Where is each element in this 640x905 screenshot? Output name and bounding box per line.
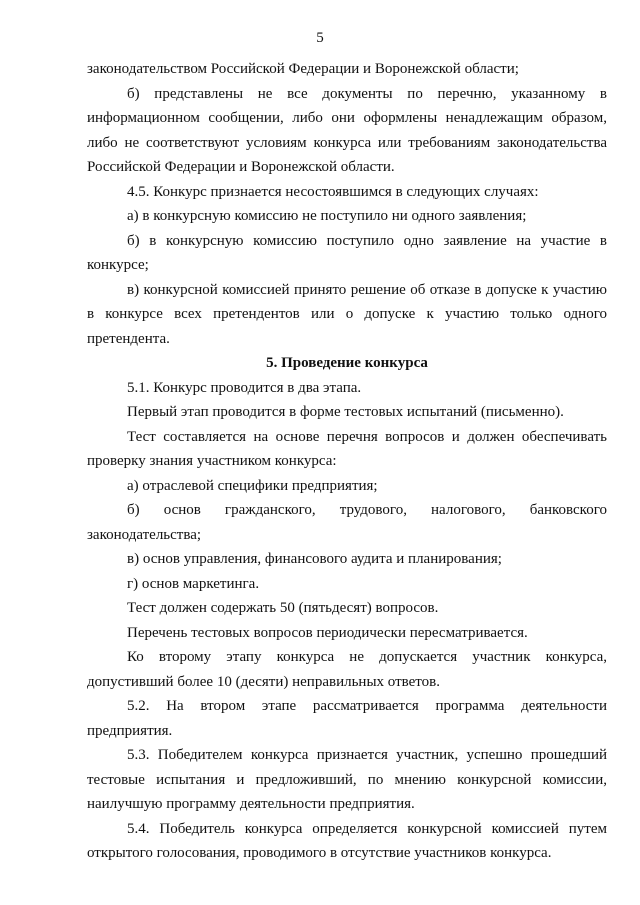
paragraph: 5.1. Конкурс проводится в два этапа. bbox=[127, 379, 362, 396]
paragraph: а) в конкурсную комиссию не поступило ни одного заявления; bbox=[127, 208, 527, 224]
paragraph: 4.5. Конкурс признается несостоявшимся в следующих случаях: bbox=[127, 183, 539, 200]
paragraph: в) конкурсной комиссией принято решение об отказе в допуске к участию в конкурсе всех претендентов или о допуске к участию только одного претендента. bbox=[87, 281, 607, 347]
paragraph: б) представлены не все документы по перечню, указанному в информационном сообщении, либо они оформлены ненадлежащим образом, либо не соответствуют условиям конкурса или требованиям законодательства Российской Федерации и Воронежской области. bbox=[87, 85, 607, 175]
paragraph: б) основ гражданского, трудового, налогового, банковского законодательства; bbox=[87, 502, 607, 543]
paragraph: Перечень тестовых вопросов периодически пересматривается. bbox=[127, 624, 528, 641]
paragraph: Тест должен содержать 50 (пятьдесят) вопросов. bbox=[127, 600, 439, 616]
paragraph: Ко второму этапу конкурса не допускается участник конкурса, допустивший более 10 (десяти) неправильных ответов. bbox=[87, 649, 607, 690]
section-heading: 5. Проведение конкурса bbox=[266, 355, 428, 371]
paragraph: Тест составляется на основе перечня вопросов и должен обеспечивать проверку знания участником конкурса: bbox=[87, 428, 607, 469]
paragraph: г) основ маркетинга. bbox=[127, 575, 260, 592]
paragraph: 5.2. На втором этапе рассматривается программа деятельности предприятия. bbox=[87, 698, 607, 739]
paragraph: б) в конкурсную комиссию поступило одно заявление на участие в конкурсе; bbox=[87, 232, 607, 273]
page-number: 5 bbox=[316, 30, 324, 46]
paragraph: Первый этап проводится в форме тестовых испытаний (письменно). bbox=[127, 404, 564, 420]
paragraph: законодательством Российской Федерации и Воронежской области; bbox=[87, 61, 519, 77]
document-body bbox=[87, 57, 607, 866]
paragraph: 5.3. Победителем конкурса признается участник, успешно прошедший тестовые испытания и предложивший, по мнению конкурсной комиссии, наилучшую программу деятельности предприятия. bbox=[87, 747, 607, 812]
paragraph: в) основ управления, финансового аудита и планирования; bbox=[127, 551, 502, 567]
paragraph: 5.4. Победитель конкурса определяется конкурсной комиссией путем открытого голосования, проводимого в отсутствие участников конкурса. bbox=[87, 820, 607, 861]
paragraph: а) отраслевой специфики предприятия; bbox=[127, 477, 378, 494]
